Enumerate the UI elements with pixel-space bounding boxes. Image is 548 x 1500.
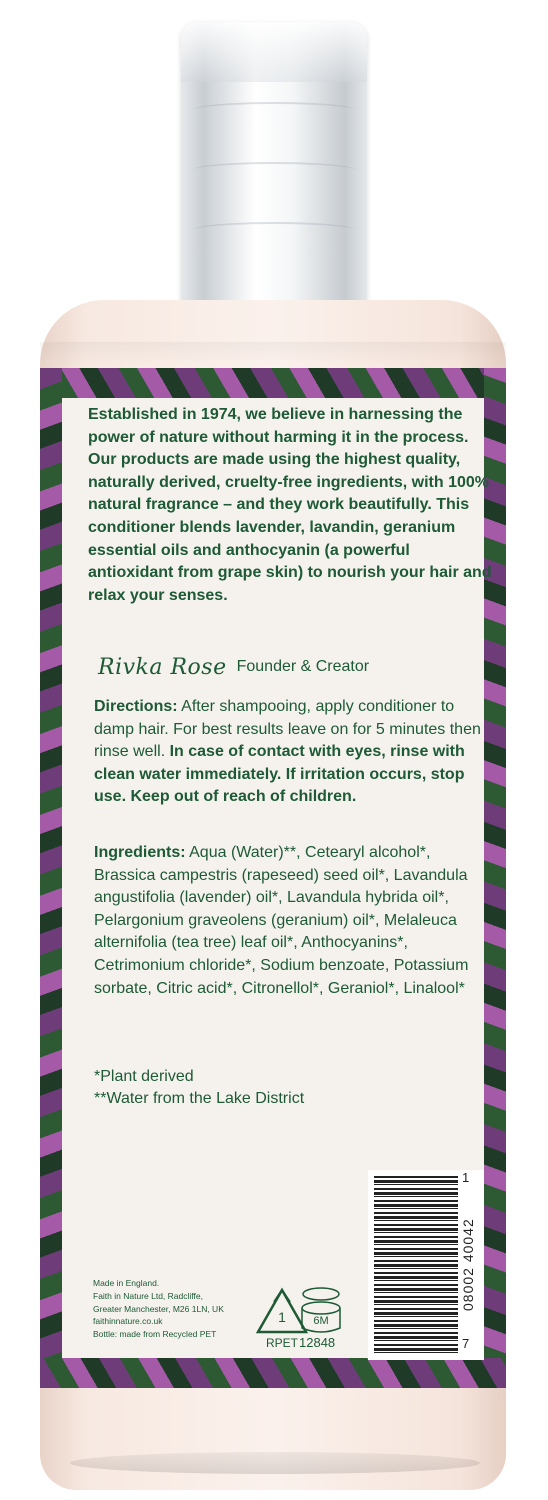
founder-title: Founder & Creator: [236, 658, 370, 675]
made-in: Made in England.: [93, 1278, 160, 1288]
directions-warning: In case of contact with eyes, rinse with clean water immediately. If irritation occurs, stop use. Keep out of reach of children.: [94, 743, 465, 806]
manufacturer-info: [93, 1277, 263, 1341]
bottle-material: Bottle: made from Recycled PET: [93, 1329, 217, 1340]
cap-swirl-line: [193, 162, 355, 178]
founder-signature: Rivka Rose: [98, 654, 227, 680]
recycle-label: RPET: [265, 1336, 299, 1350]
ingredients-label: Ingredients:: [94, 844, 186, 861]
label-pattern-top: [40, 368, 506, 400]
pao-label: 6M: [313, 1315, 329, 1327]
footnotes: [94, 1066, 494, 1110]
company-address-line1: Faith in Nature Ltd, Radcliffe,: [93, 1290, 203, 1301]
directions-text: [94, 696, 494, 809]
directions-body: After shampooing, apply conditioner to damp hair. For best results leave on for 5 minutes then rinse well.: [94, 698, 481, 761]
signature-row: [98, 652, 369, 682]
ingredients-text: [94, 842, 494, 1000]
barcode: [368, 1170, 484, 1360]
open-jar-icon: [296, 1284, 346, 1340]
bottle-base-shadow: [70, 1452, 480, 1474]
company-website: faithinnature.co.uk: [93, 1316, 163, 1327]
barcode-digits: 08002 40042: [460, 1218, 476, 1312]
barcode-lead-digit: 7: [462, 1336, 470, 1351]
company-address-line2: Greater Manchester, M26 1LN, UK: [93, 1303, 224, 1314]
barcode-end-digit: 1: [462, 1170, 470, 1185]
recycle-number: 1: [278, 1309, 286, 1325]
label-pattern-left: [40, 368, 62, 1388]
directions-label: Directions:: [94, 698, 178, 715]
footnote-water: **Water from the Lake District: [94, 1090, 305, 1107]
recycle-code: 12848: [299, 1335, 336, 1350]
cap-top-highlight: [181, 22, 367, 82]
ingredients-list: Aqua (Water)**, Cetearyl alcohol*, Brassica campestris (rapeseed) seed oil*, Lavandula angustifolia (lavender) oil*, Lavandula hybrida oil*, Pelargonium graveolens (geranium) oil*, Melaleuca alternifolia (tea tree) leaf oil*, Anthocyanins*, Cetrimonium chloride*, Sodium benzoate, Potassium sorbate, Citric acid*, Citronellol*, Geraniol*, Linalool*: [94, 844, 469, 997]
cap-swirl-line: [193, 222, 355, 238]
label-pattern-bottom: [40, 1358, 506, 1388]
barcode-bars: [374, 1176, 458, 1354]
bottle-neck-band: [40, 342, 506, 364]
cap-swirl-line: [193, 102, 355, 118]
footnote-plant: *Plant derived: [94, 1068, 194, 1085]
intro-text: Established in 1974, we believe in harnessing the power of nature without harming it in the process. Our products are made using the highest quality, naturally derived, cruelty-free ingredients, with 100% natural fragrance – and they work beautifully. This conditioner blends lavender, lavandin, geranium essential oils and anthocyanin (a powerful antioxidant from grape skin) to nourish your hair and relax your senses.: [88, 406, 492, 604]
